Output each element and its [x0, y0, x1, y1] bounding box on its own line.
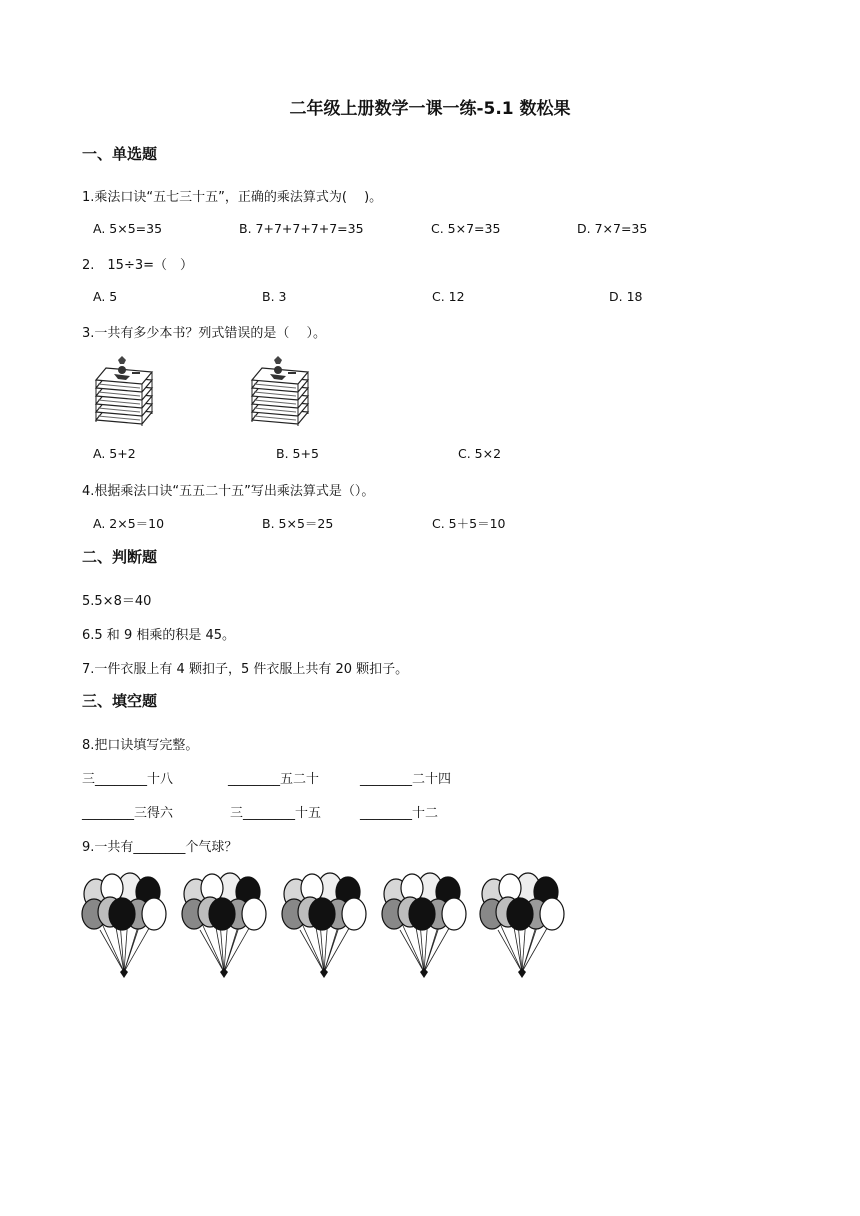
question-3: 3.一共有多少本书？列式错误的是（ ）。 [82, 326, 327, 341]
question-5: 5.5×8＝40 [82, 594, 152, 609]
book-stack-image-2 [244, 354, 314, 430]
q8-blank-5: 三________十五 [230, 806, 322, 821]
q1-option-a: A. 5×5=35 [93, 221, 163, 236]
question-7: 7.一件衣服上有 4 颗扣子，5 件衣服上共有 20 颗扣子。 [82, 662, 409, 677]
q1-option-b: B. 7+7+7+7+7=35 [239, 221, 364, 236]
q2-option-c: C. 12 [432, 289, 465, 304]
balloon-bunch-image-1 [80, 872, 170, 982]
q3-option-c: C. 5×2 [458, 446, 502, 461]
q8-blank-3: ________二十四 [360, 772, 452, 787]
q1-option-d: D. 7×7=35 [577, 221, 648, 236]
question-6: 6.5 和 9 相乘的积是 45。 [82, 628, 236, 643]
q2-option-b: B. 3 [262, 289, 287, 304]
q3-option-a: A. 5+2 [93, 446, 136, 461]
section-heading-true-false: 二、判断题 [82, 548, 158, 566]
book-stack-image-1 [88, 354, 158, 430]
question-4: 4.根据乘法口诀“五五二十五”写出乘法算式是（）。 [82, 484, 375, 499]
q8-blank-4: ________三得六 [82, 806, 174, 821]
balloon-bunch-image-4 [380, 872, 470, 982]
section-heading-single-choice: 一、单选题 [82, 145, 158, 163]
q8-blank-6: ________十二 [360, 806, 439, 821]
question-8: 8.把口诀填写完整。 [82, 738, 199, 753]
q3-option-b: B. 5+5 [276, 446, 319, 461]
section-heading-fill-blank: 三、填空题 [82, 692, 158, 710]
q4-option-c: C. 5＋5＝10 [432, 516, 506, 531]
q8-blank-2: ________五二十 [228, 772, 320, 787]
balloon-bunch-image-3 [280, 872, 370, 982]
question-9: 9.一共有________个气球？ [82, 840, 238, 855]
balloon-bunch-image-2 [180, 872, 270, 982]
q4-option-b: B. 5×5＝25 [262, 516, 334, 531]
balloon-bunch-image-5 [478, 872, 568, 982]
q8-blank-1: 三________十八 [82, 772, 174, 787]
q2-option-d: D. 18 [609, 289, 643, 304]
page-title: 二年级上册数学一课一练-5.1 数松果 [289, 99, 571, 119]
q1-option-c: C. 5×7=35 [431, 221, 501, 236]
q2-option-a: A. 5 [93, 289, 118, 304]
question-1: 1.乘法口诀“五七三十五”，正确的乘法算式为( )。 [82, 190, 383, 205]
q4-option-a: A. 2×5＝10 [93, 516, 165, 531]
question-2: 2. 15÷3=（ ） [82, 258, 194, 273]
